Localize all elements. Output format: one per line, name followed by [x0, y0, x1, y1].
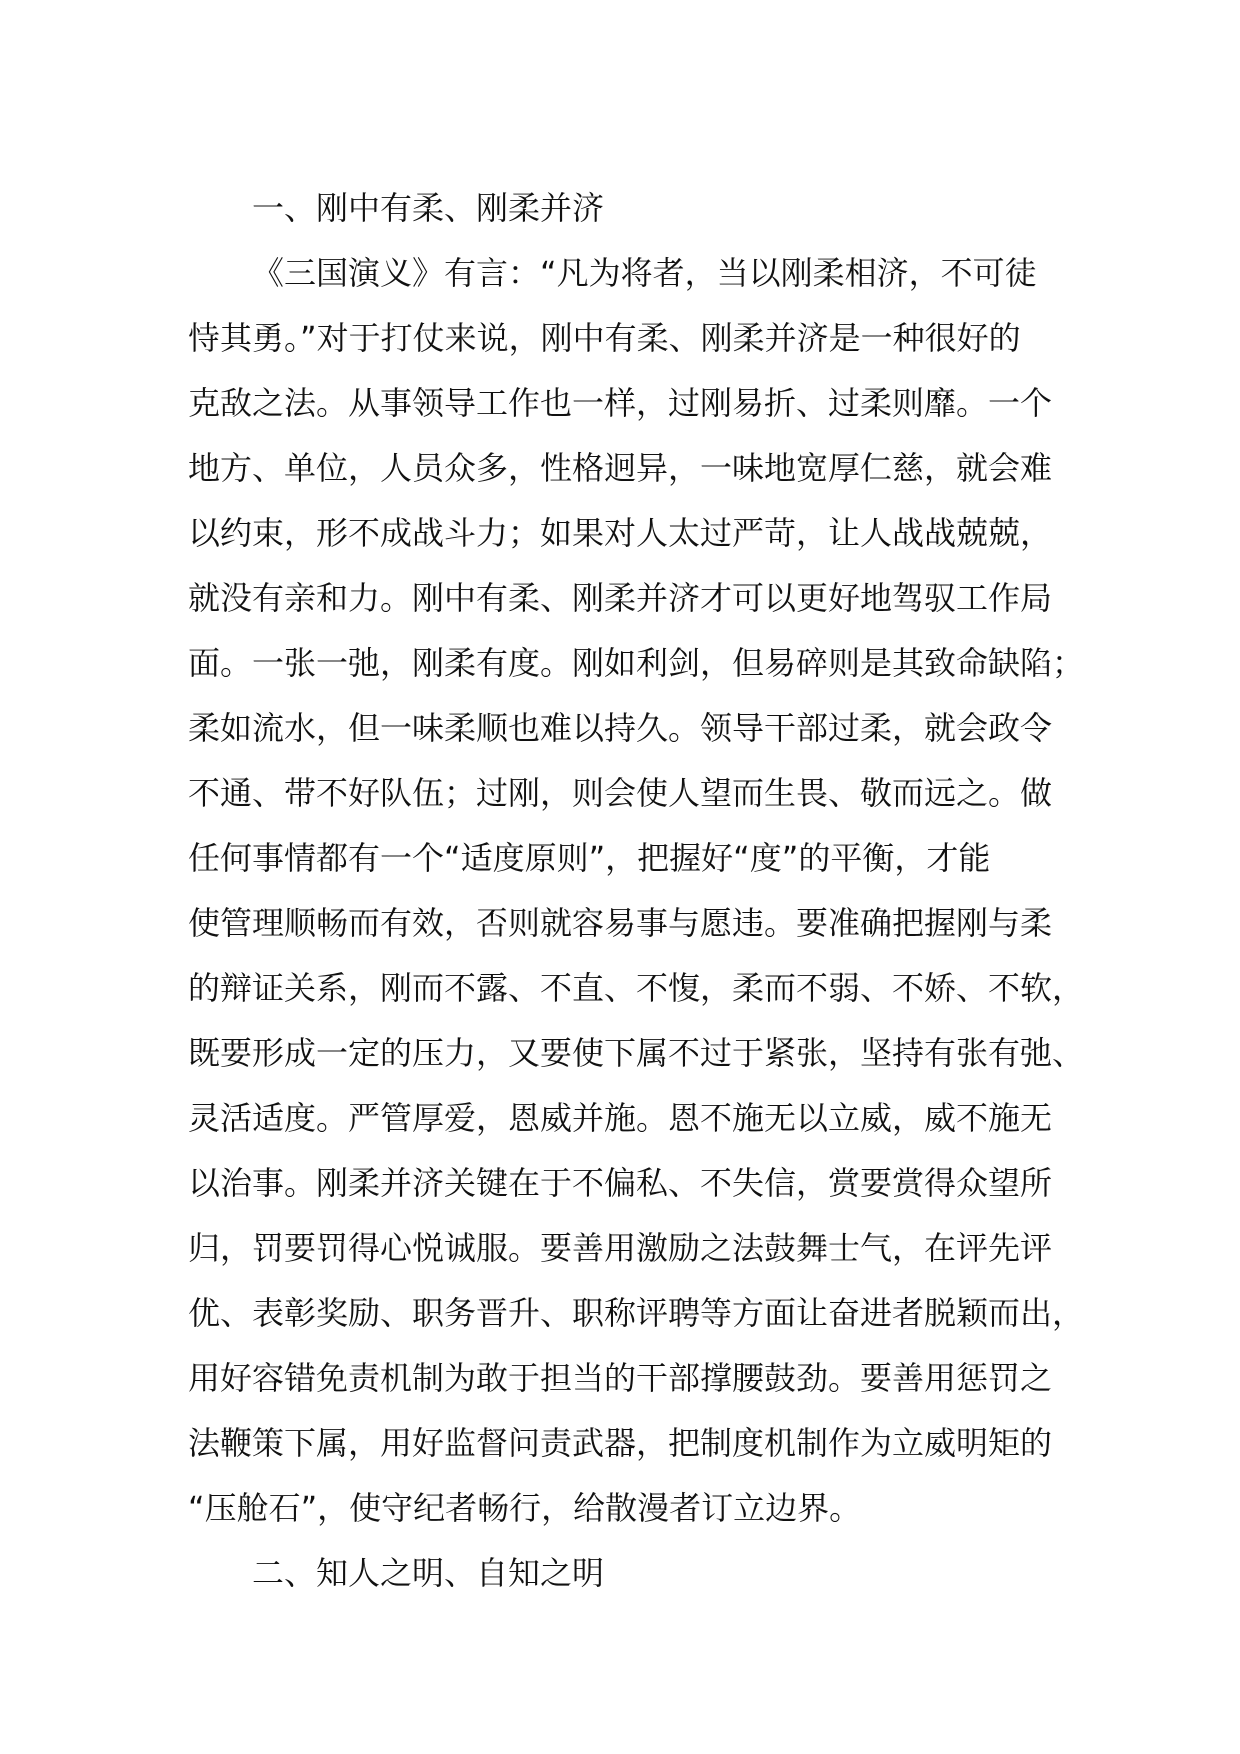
paragraph-line: 以治事。刚柔并济关键在于不偏私、不失信，赏要赏得众望所	[188, 1164, 1053, 1202]
paragraph-line: 地方、单位，人员众多，性格迥异，一味地宽厚仁慈，就会难	[188, 449, 1053, 487]
section-heading-2: 二、知人之明、自知之明	[252, 1554, 605, 1592]
document-body	[188, 176, 1088, 1606]
paragraph-line: 以约束，形不成战斗力；如果对人太过严苛，让人战战兢兢，	[188, 514, 1053, 552]
paragraph-line: 就没有亲和力。刚中有柔、刚柔并济才可以更好地驾驭工作局	[188, 579, 1053, 617]
paragraph-line: 用好容错免责机制为敢于担当的干部撑腰鼓劲。要善用惩罚之	[188, 1359, 1053, 1397]
paragraph-line: 不通、带不好队伍；过刚，则会使人望而生畏、敬而远之。做	[188, 774, 1053, 812]
paragraph-line: 灵活适度。严管厚爱，恩威并施。恩不施无以立威，威不施无	[188, 1099, 1053, 1137]
paragraph-line: 使管理顺畅而有效，否则就容易事与愿违。要准确把握刚与柔	[188, 904, 1053, 942]
paragraph-line: 法鞭策下属，用好监督问责武器，把制度机制作为立威明矩的	[188, 1424, 1053, 1462]
paragraph-line: 优、表彰奖励、职务晋升、职称评聘等方面让奋进者脱颖而出，	[188, 1294, 1085, 1332]
paragraph-line: 既要形成一定的压力，又要使下属不过于紧张，坚持有张有弛、	[188, 1034, 1085, 1072]
paragraph-line: 面。一张一弛，刚柔有度。刚如利剑，但易碎则是其致命缺陷；	[188, 644, 1085, 682]
paragraph-line: 的辩证关系，刚而不露、不直、不愎，柔而不弱、不娇、不软，	[188, 969, 1085, 1007]
section-heading-1: 一、刚中有柔、刚柔并济	[252, 189, 605, 227]
paragraph-line: 克敌之法。从事领导工作也一样，过刚易折、过柔则靡。一个	[188, 384, 1053, 422]
paragraph-line: 《三国演义》有言：“凡为将者，当以刚柔相济，不可徒	[252, 254, 1037, 292]
paragraph-line: “压舱石”，使守纪者畅行，给散漫者订立边界。	[188, 1489, 862, 1527]
paragraph-line: 任何事情都有一个“适度原则”，把握好“度”的平衡，才能	[188, 839, 991, 877]
paragraph-line: 柔如流水，但一味柔顺也难以持久。领导干部过柔，就会政令	[188, 709, 1053, 747]
paragraph-line: 归，罚要罚得心悦诚服。要善用激励之法鼓舞士气，在评先评	[188, 1229, 1053, 1267]
paragraph-line: 恃其勇。”对于打仗来说，刚中有柔、刚柔并济是一种很好的	[188, 319, 1021, 357]
